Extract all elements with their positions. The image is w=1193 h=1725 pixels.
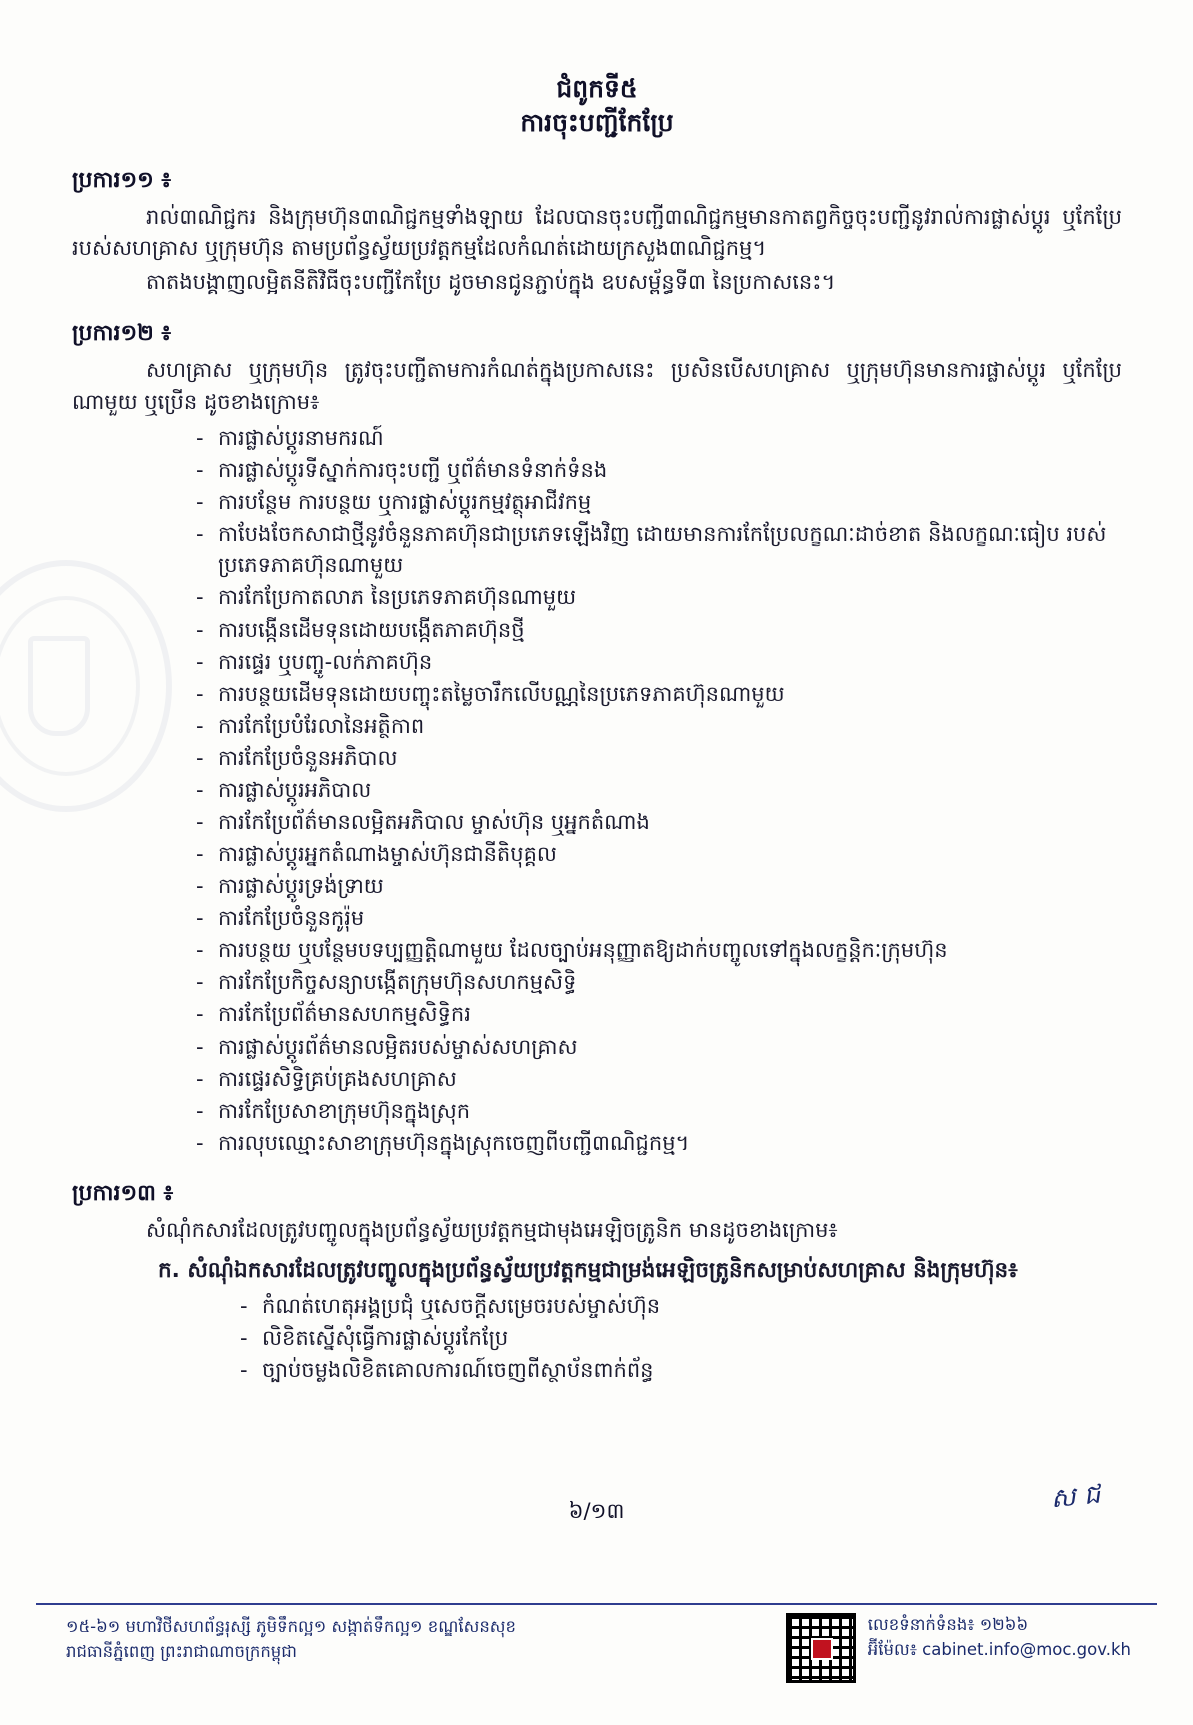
list-item: - ការកែប្រែព័ត៌មានលម្អិតអភិបាល ម្ចាស់ហ៊ុន ឬអ្នកតំណាង [196,807,1122,838]
footer-address-line-2: រាជធានីភ្នំពេញ ព្រះរាជាណាចក្រកម្ពុជា [66,1641,297,1661]
page-footer [36,1603,1157,1725]
article-12-list [72,423,1122,1159]
article-11-paragraph-1: រាល់៣ណិជ្ជករ និងក្រុមហ៊ុន៣ណិជ្ជកម្មទាំងឡាយ ដែលបានចុះបញ្ជី៣ណិជ្ជកម្មមានកាតព្វកិច្ចចុះបញ្ជីនូវរាល់ការផ្លាស់ប្តូរ ឬកែប្រែរបស់សហគ្រាស ឬក្រុមហ៊ុន តាមប្រព័ន្ធស្វ័យប្រវត្តកម្មដែលកំណត់ដោយក្រសួង៣ណិជ្ជកម្ម។ [72,204,1122,261]
list-item: - ការកែប្រែបំរែលានៃអត្ថិកាព [196,711,1122,742]
list-item: - ការកែប្រែព័ត៌មានសហកម្មសិទ្ធិករ [196,999,1122,1030]
article-13-heading: ប្រការ១៣ ៖ [72,1180,174,1206]
footer-address [66,1615,516,1665]
list-item: - កំណត់ហេតុអង្គប្រជុំ ឬសេចក្តីសម្រេចរបស់ម្ចាស់ហ៊ុន [240,1291,1122,1322]
signature-mark: ស ជ [1049,1479,1103,1515]
list-item: - ច្បាប់ចម្លងលិខិតគោលការណ៍ចេញពីស្ថាប័នពាក់ព័ន្ធ [240,1355,1122,1386]
article-13-section-k [72,1255,1122,1287]
list-item: - ការកែប្រែកាតលាភ នៃប្រភេទភាគហ៊ុនណាមួយ [196,582,1122,613]
article-13-paragraph-1: សំណុំកសារដែលត្រូវបញ្ចូលក្នុងប្រព័ន្ធស្វ័យប្រវត្តកម្មជាមុងអេឡិចត្រូនិក មានដូចខាងក្រោម៖ [146,1217,838,1242]
list-item: - ការផ្ទេរសិទ្ធិគ្រប់គ្រងសហគ្រាស [196,1064,1122,1095]
list-item: - កាបែងចែកសាជាថ្មីនូវចំនួនភាគហ៊ុនជាប្រភេទឡើងវិញ ដោយមានការកែប្រែលក្ខណៈដាច់ខាត និងលក្ខណៈធៀប របស់ប្រភេទភាគហ៊ុនណាមួយ [196,519,1122,581]
article-12-paragraph-1: សហគ្រាស ឬក្រុមហ៊ុន ត្រូវចុះបញ្ជីតាមការកំណត់ក្នុងប្រកាសនេះ ប្រសិនបើសហគ្រាស ឬក្រុមហ៊ុនមានការផ្លាស់ប្តូរ ឬកែប្រែណាមួយ ឬប្រើន ដូចខាងក្រោម៖ [72,358,1122,415]
document-content [72,0,1122,1390]
list-item: - ការផ្លាស់ប្តូរអភិបាល [196,775,1122,806]
list-item: - ការបន្ថែម ការបន្ថយ ឬការផ្លាស់ប្តូរកម្មវត្ថុអាជីវកម្ម [196,487,1122,518]
list-item: - លិខិតស្នើសុំធ្វើការផ្លាស់ប្តូរកែប្រែ [240,1323,1122,1354]
section-letter: ក. [158,1257,180,1283]
list-item: - ការកែប្រែកិច្ចសន្យាបង្កើតក្រុមហ៊ុនសហកម្មសិទ្ធិ [196,967,1122,998]
list-item: - ការផ្លាស់ប្តូរនាមករណ៍ [196,423,1122,454]
list-item: - ការផ្ទេរ ឬបញ្ចូ-លក់ភាគហ៊ុន [196,647,1122,678]
list-item: - ការកែប្រែសាខាក្រុមហ៊ុនក្នុងស្រុក [196,1096,1122,1127]
qr-code-icon [786,1613,856,1683]
article-11-heading: ប្រការ១១ ៖ [72,167,172,193]
list-item: - ការផ្លាស់ប្តូរទីស្នាក់ការចុះបញ្ជី ឬព័ត៌មានទំនាក់ទំនង [196,455,1122,486]
footer-contact [786,1613,1131,1683]
list-item: - ការបង្កើនដើមទុនដោយបង្កើតភាគហ៊ុនថ្មី [196,615,1122,646]
list-item: - ការកែប្រែចំនួនអភិបាល [196,743,1122,774]
page-number: ៦/១៣ [568,1499,625,1523]
page-title: ជំពូកទី៥ [556,74,638,103]
list-item: - ការផ្លាស់ប្តូរព័ត៌មានលម្អិតរបស់ម្ចាស់សហគ្រាស [196,1032,1122,1063]
list-item: - ការផ្លាស់ប្តូរអ្នកតំណាងម្ចាស់ហ៊ុនជានីតិបុគ្គល [196,839,1122,870]
article-11-paragraph-2: តាតងបង្គាញលម្អិតនីតិវិធីចុះបញ្ជីកែប្រែ ដូចមានជូនភ្ជាប់ក្នុង ឧបសម្ព័ន្ធទី៣ នៃប្រកាសនេះ។ [146,270,836,295]
page-subtitle: ការចុះបញ្ជីកែប្រែ [520,107,674,137]
list-item: - ការកែប្រែចំនួនកូរ៉ុម [196,903,1122,934]
article-13-list [72,1291,1122,1386]
list-item: - ការបន្ថយ ឬបន្ថែមបទប្បញ្ញត្តិណាមួយ ដែលច្បាប់អនុញ្ញាតឱ្យដាក់បញ្ចូលទៅក្នុងលក្ខន្តិកៈក្រុមហ៊ុន [196,935,1122,966]
list-item: - ការបន្ថយដើមទុនដោយបញ្ចុះតម្លៃចារឹកលើបណ្ណនៃប្រភេទភាគហ៊ុនណាមួយ [196,679,1122,710]
list-item: - ការលុបឈ្មោះសាខាក្រុមហ៊ុនក្នុងស្រុកចេញពីបញ្ជី៣ណិជ្ជកម្ម។ [196,1128,1122,1159]
footer-address-line-1: ១៥-៦១ មហាវិថីសហព័ន្ធរុស្សី ភូមិទឹកល្អ១ សង្កាត់ទឹកល្អ១ ខណ្ឌសែនសុខ [66,1617,516,1636]
list-item: - ការផ្លាស់ប្តូរទ្រង់ទ្រាយ [196,871,1122,902]
article-12-heading: ប្រការ១២ ៖ [72,321,172,347]
section-text: សំណុំឯកសារដែលត្រូវបញ្ចូលក្នុងប្រព័ន្ធស្វ័យប្រវត្តកម្មជាម្រង់អេឡិចត្រូនិកសម្រាប់សហគ្រាស និងក្រុមហ៊ុន៖ [187,1257,1018,1283]
footer-phone: លេខទំនាក់ទំនង៖ ១២៦៦ [867,1615,1029,1634]
footer-contact-text [868,1613,1131,1663]
footer-email: អ៊ីម៉ែល៖ cabinet.info@moc.gov.kh [867,1639,1131,1659]
